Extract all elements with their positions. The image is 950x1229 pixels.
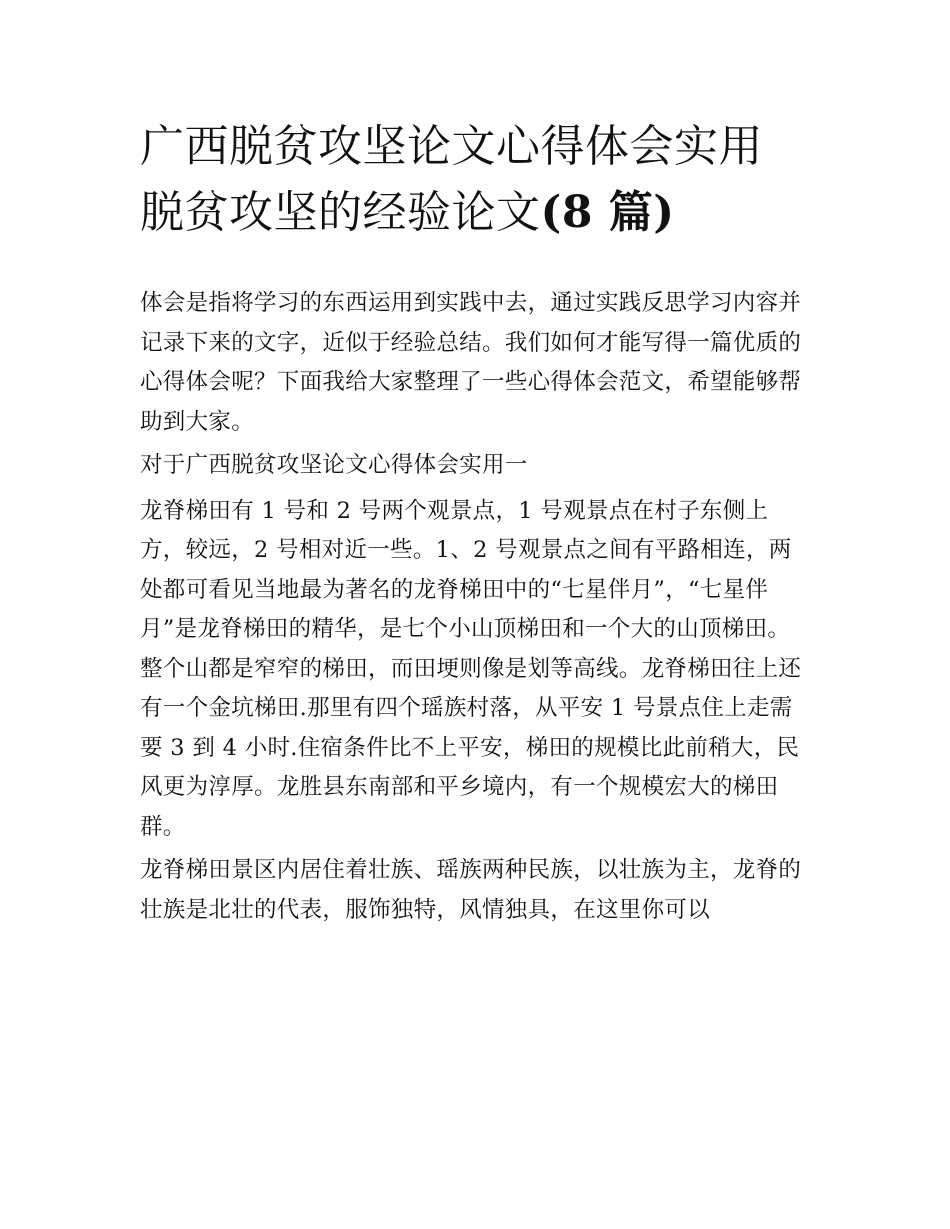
title-count-text: (8 篇) (540, 187, 675, 238)
document-body (140, 284, 812, 936)
paragraph-1: 龙脊梯田有 1 号和 2 号两个观景点，1 号观景点在村子东侧上方，较远，2 号相对近一些。1、2 号观景点之间有平路相连，两处都可看见当地最为著名的龙脊梯田中的“七星伴月”，“七星伴月”是龙脊梯田的精华，是七个小山顶梯田和一个大的山顶梯田。整个山都是窄窄的梯田，而田埂则像是划等高线。龙脊梯田往上还有一个金坑梯田.那里有四个瑶族村落，从平安 1 号景点住上走需要 3 到 4 小时.住宿条件比不上平安，梯田的规模比此前稍大，民风更为淳厚。龙胜县东南部和平乡境内，有一个规模宏大的梯田群。 (140, 497, 802, 840)
document-title (140, 114, 820, 246)
title-main-text: 广西脱贫攻坚论文心得体会实用 脱贫攻坚的经验论文 (140, 121, 763, 238)
paragraph-2: 龙脊梯田景区内居住着壮族、瑶族两种民族，以壮族为主，龙脊的壮族是北壮的代表，服饰独特，风情独具，在这里你可以 (140, 857, 802, 923)
intro-paragraph: 体会是指将学习的东西运用到实践中去，通过实践反思学习内容并记录下来的文字，近似于经验总结。我们如何才能写得一篇优质的心得体会呢？下面我给大家整理了一些心得体会范文，希望能够帮助到大家。 (140, 290, 802, 435)
section-heading: 对于广西脱贫攻坚论文心得体会实用一 (140, 452, 528, 478)
